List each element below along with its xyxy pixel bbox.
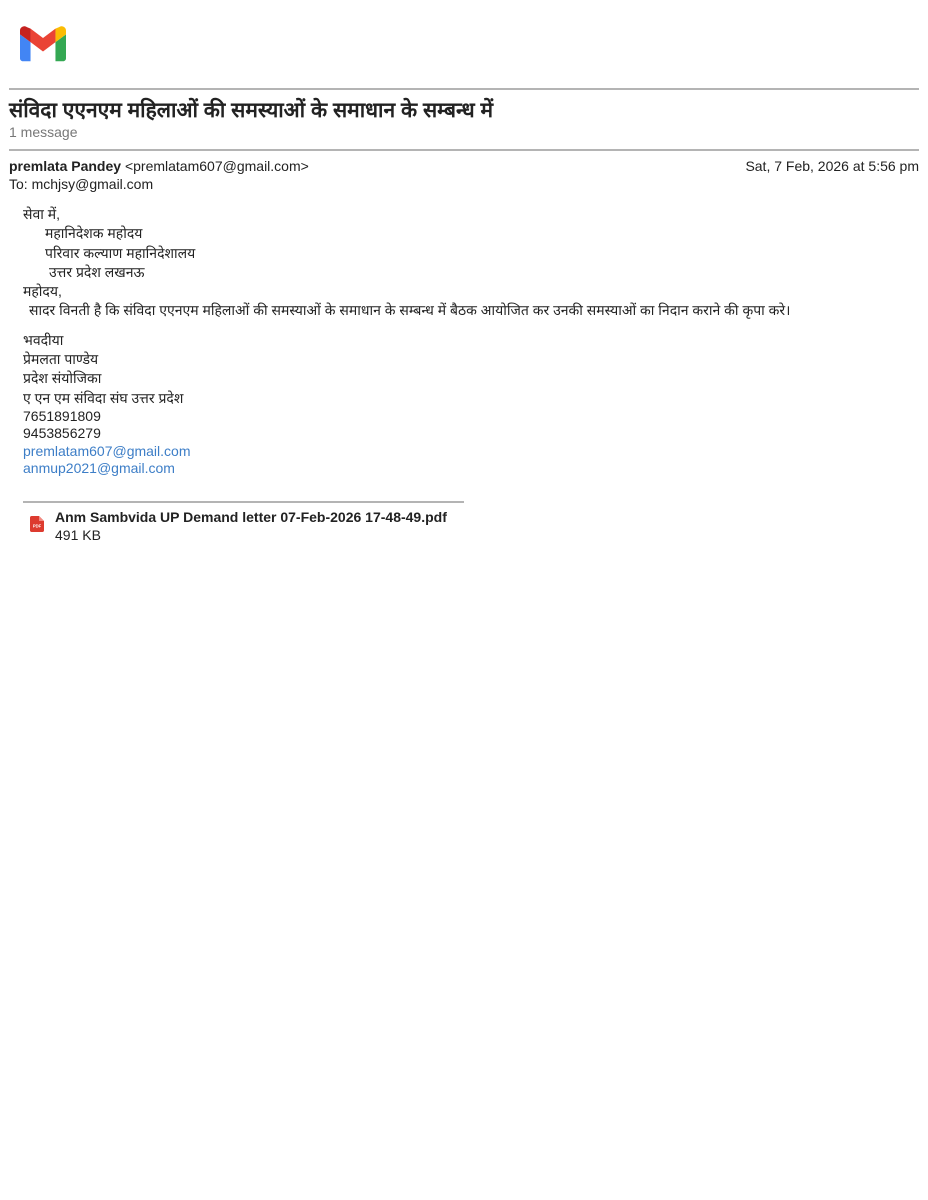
message-count: 1 message (9, 124, 78, 140)
sender-name: premlata Pandey (9, 158, 122, 174)
header-divider (9, 88, 919, 90)
email-subject: संविदा एएनएम महिलाओं की समस्याओं के समाधान के सम्बन्ध में (9, 99, 494, 122)
signature-name: प्रेमलता पाण्डेय (23, 351, 99, 368)
email-link-2[interactable]: anmup2021@gmail.com (23, 460, 175, 477)
sender-email: <premlatam607@gmail.com> (124, 158, 309, 174)
pdf-icon[interactable] (30, 516, 44, 532)
request-text: सादर विनती है कि संविदा एएनएम महिलाओं की समस्याओं के समाधान के सम्बन्ध में बैठक आयोजित कर उनकी समस्याओं का निदान कराने की कृपा करे। (29, 302, 791, 319)
greeting: महोदय, (23, 283, 62, 300)
signature-title: प्रदेश संयोजिका (23, 370, 102, 387)
signature-organization: ए एन एम संविदा संघ उत्तर प्रदेश (23, 389, 184, 406)
recipient-line: To: mchjsy@gmail.com (9, 176, 154, 192)
subject-divider (9, 149, 919, 151)
message-date: Sat, 7 Feb, 2026 at 5:56 pm (745, 158, 919, 174)
pdf-icon-label: PDF (32, 523, 42, 529)
attachment-divider (23, 501, 464, 503)
email-link-1[interactable]: premlatam607@gmail.com (23, 442, 191, 459)
phone-number-2: 9453856279 (23, 425, 101, 442)
attachment-name[interactable]: Anm Sambvida UP Demand letter 07-Feb-2026 17-48-49.pdf (55, 509, 447, 525)
salutation: सेवा में, (23, 206, 61, 222)
gmail-logo-icon (20, 26, 66, 62)
message-body (23, 205, 918, 478)
closing: भवदीया (23, 331, 64, 348)
recipient-location: उत्तर प्रदेश लखनऊ (49, 263, 145, 280)
sender-line (9, 158, 309, 174)
attachment-size: 491 KB (55, 527, 101, 543)
recipient-office: परिवार कल्याण महानिदेशालय (45, 244, 196, 261)
recipient-title: महानिदेशक महोदय (45, 225, 143, 242)
phone-number-1: 7651891809 (23, 407, 101, 424)
